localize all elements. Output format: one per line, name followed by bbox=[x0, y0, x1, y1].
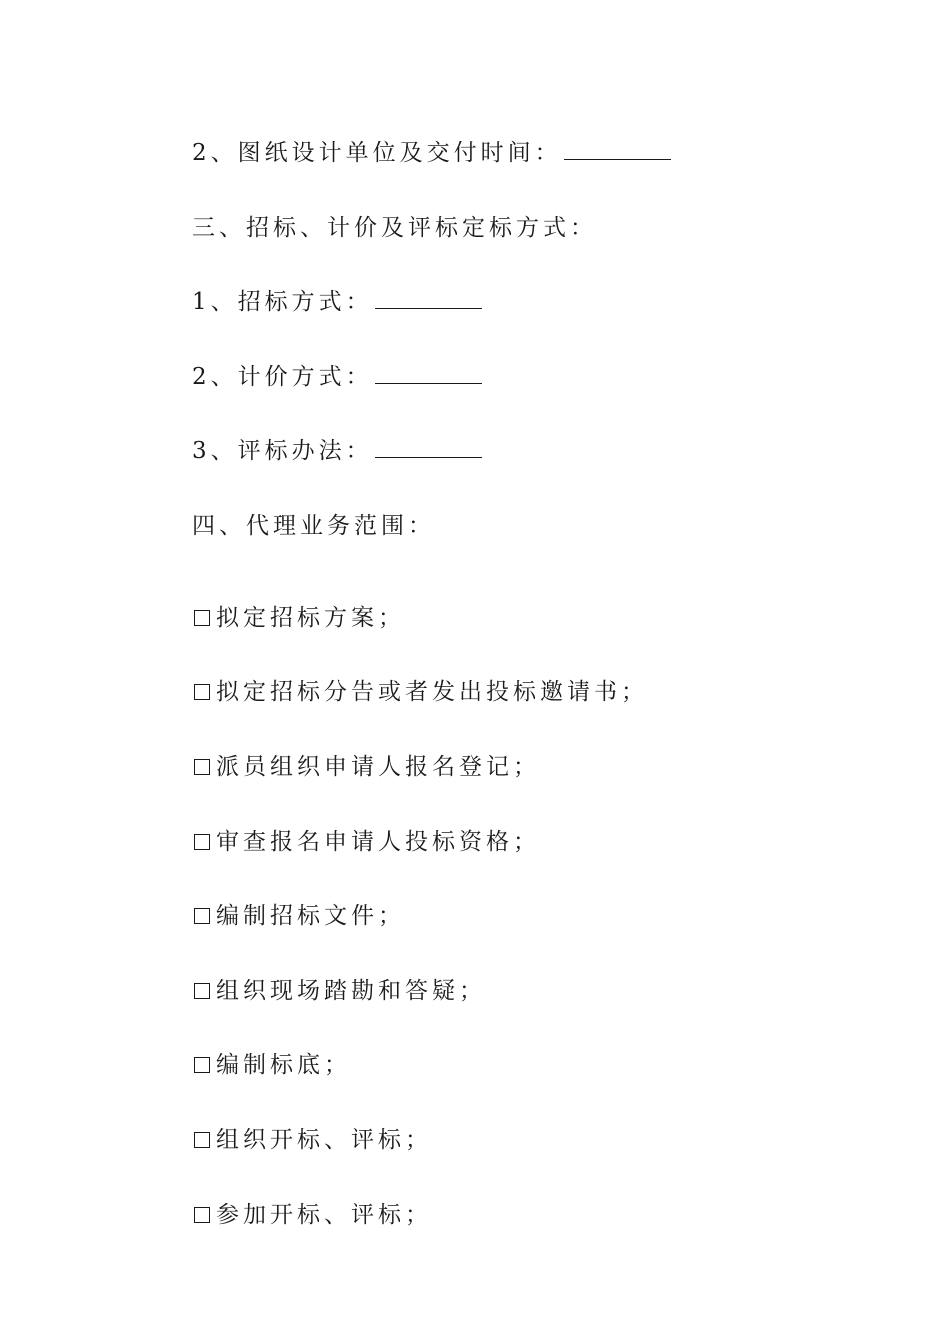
line-text: 2、图纸设计单位及交付时间： bbox=[192, 140, 562, 166]
checkbox[interactable] bbox=[194, 1132, 210, 1148]
document-body bbox=[192, 133, 852, 1252]
section-heading-bidding-method bbox=[192, 208, 852, 283]
drawing-design-line bbox=[192, 133, 852, 208]
checklist-item-label: 派员组织申请人报名登记； bbox=[216, 754, 540, 781]
line-text: 1、招标方式： bbox=[192, 289, 373, 316]
checklist-item-label: 编制招标文件； bbox=[216, 903, 405, 930]
checklist-item-label: 参加开标、评标； bbox=[216, 1201, 432, 1228]
checklist-item-label: 拟定招标分告或者发出投标邀请书； bbox=[216, 679, 648, 706]
checklist-item bbox=[192, 1177, 852, 1252]
checkbox[interactable] bbox=[194, 834, 210, 850]
bidding-method-line bbox=[192, 282, 852, 357]
checklist-item-label: 组织现场踏勘和答疑； bbox=[216, 977, 486, 1004]
checkbox[interactable] bbox=[194, 684, 210, 700]
checklist-item bbox=[192, 879, 852, 954]
fill-blank[interactable] bbox=[375, 286, 482, 309]
checkbox[interactable] bbox=[194, 1207, 210, 1223]
checklist-item-label: 组织开标、评标； bbox=[216, 1127, 432, 1154]
fill-blank[interactable] bbox=[375, 361, 482, 384]
checklist-item bbox=[192, 804, 852, 879]
checkbox[interactable] bbox=[194, 759, 210, 775]
checklist-item bbox=[192, 1028, 852, 1103]
checklist-item bbox=[192, 954, 852, 1029]
line-text: 三、招标、计价及评标定标方式： bbox=[192, 214, 597, 241]
evaluation-method-line bbox=[192, 431, 852, 506]
checkbox[interactable] bbox=[194, 983, 210, 999]
checklist-item-label: 编制标底； bbox=[216, 1052, 351, 1079]
fill-blank[interactable] bbox=[375, 435, 482, 458]
pricing-method-line bbox=[192, 357, 852, 432]
checkbox[interactable] bbox=[194, 610, 210, 626]
line-text: 2、计价方式： bbox=[192, 363, 373, 390]
checklist-item-label: 审查报名申请人投标资格； bbox=[216, 828, 540, 855]
line-text: 四、代理业务范围： bbox=[192, 512, 435, 539]
checklist-item bbox=[192, 1103, 852, 1178]
checkbox[interactable] bbox=[194, 908, 210, 924]
checklist-item bbox=[192, 655, 852, 730]
fill-blank[interactable] bbox=[564, 137, 671, 160]
checklist-item bbox=[192, 730, 852, 805]
section-heading-agency-scope bbox=[192, 506, 852, 581]
checklist-item bbox=[192, 581, 852, 656]
checklist-item-label: 拟定招标方案； bbox=[216, 604, 405, 631]
checkbox[interactable] bbox=[194, 1057, 210, 1073]
line-text: 3、评标办法： bbox=[192, 438, 373, 465]
